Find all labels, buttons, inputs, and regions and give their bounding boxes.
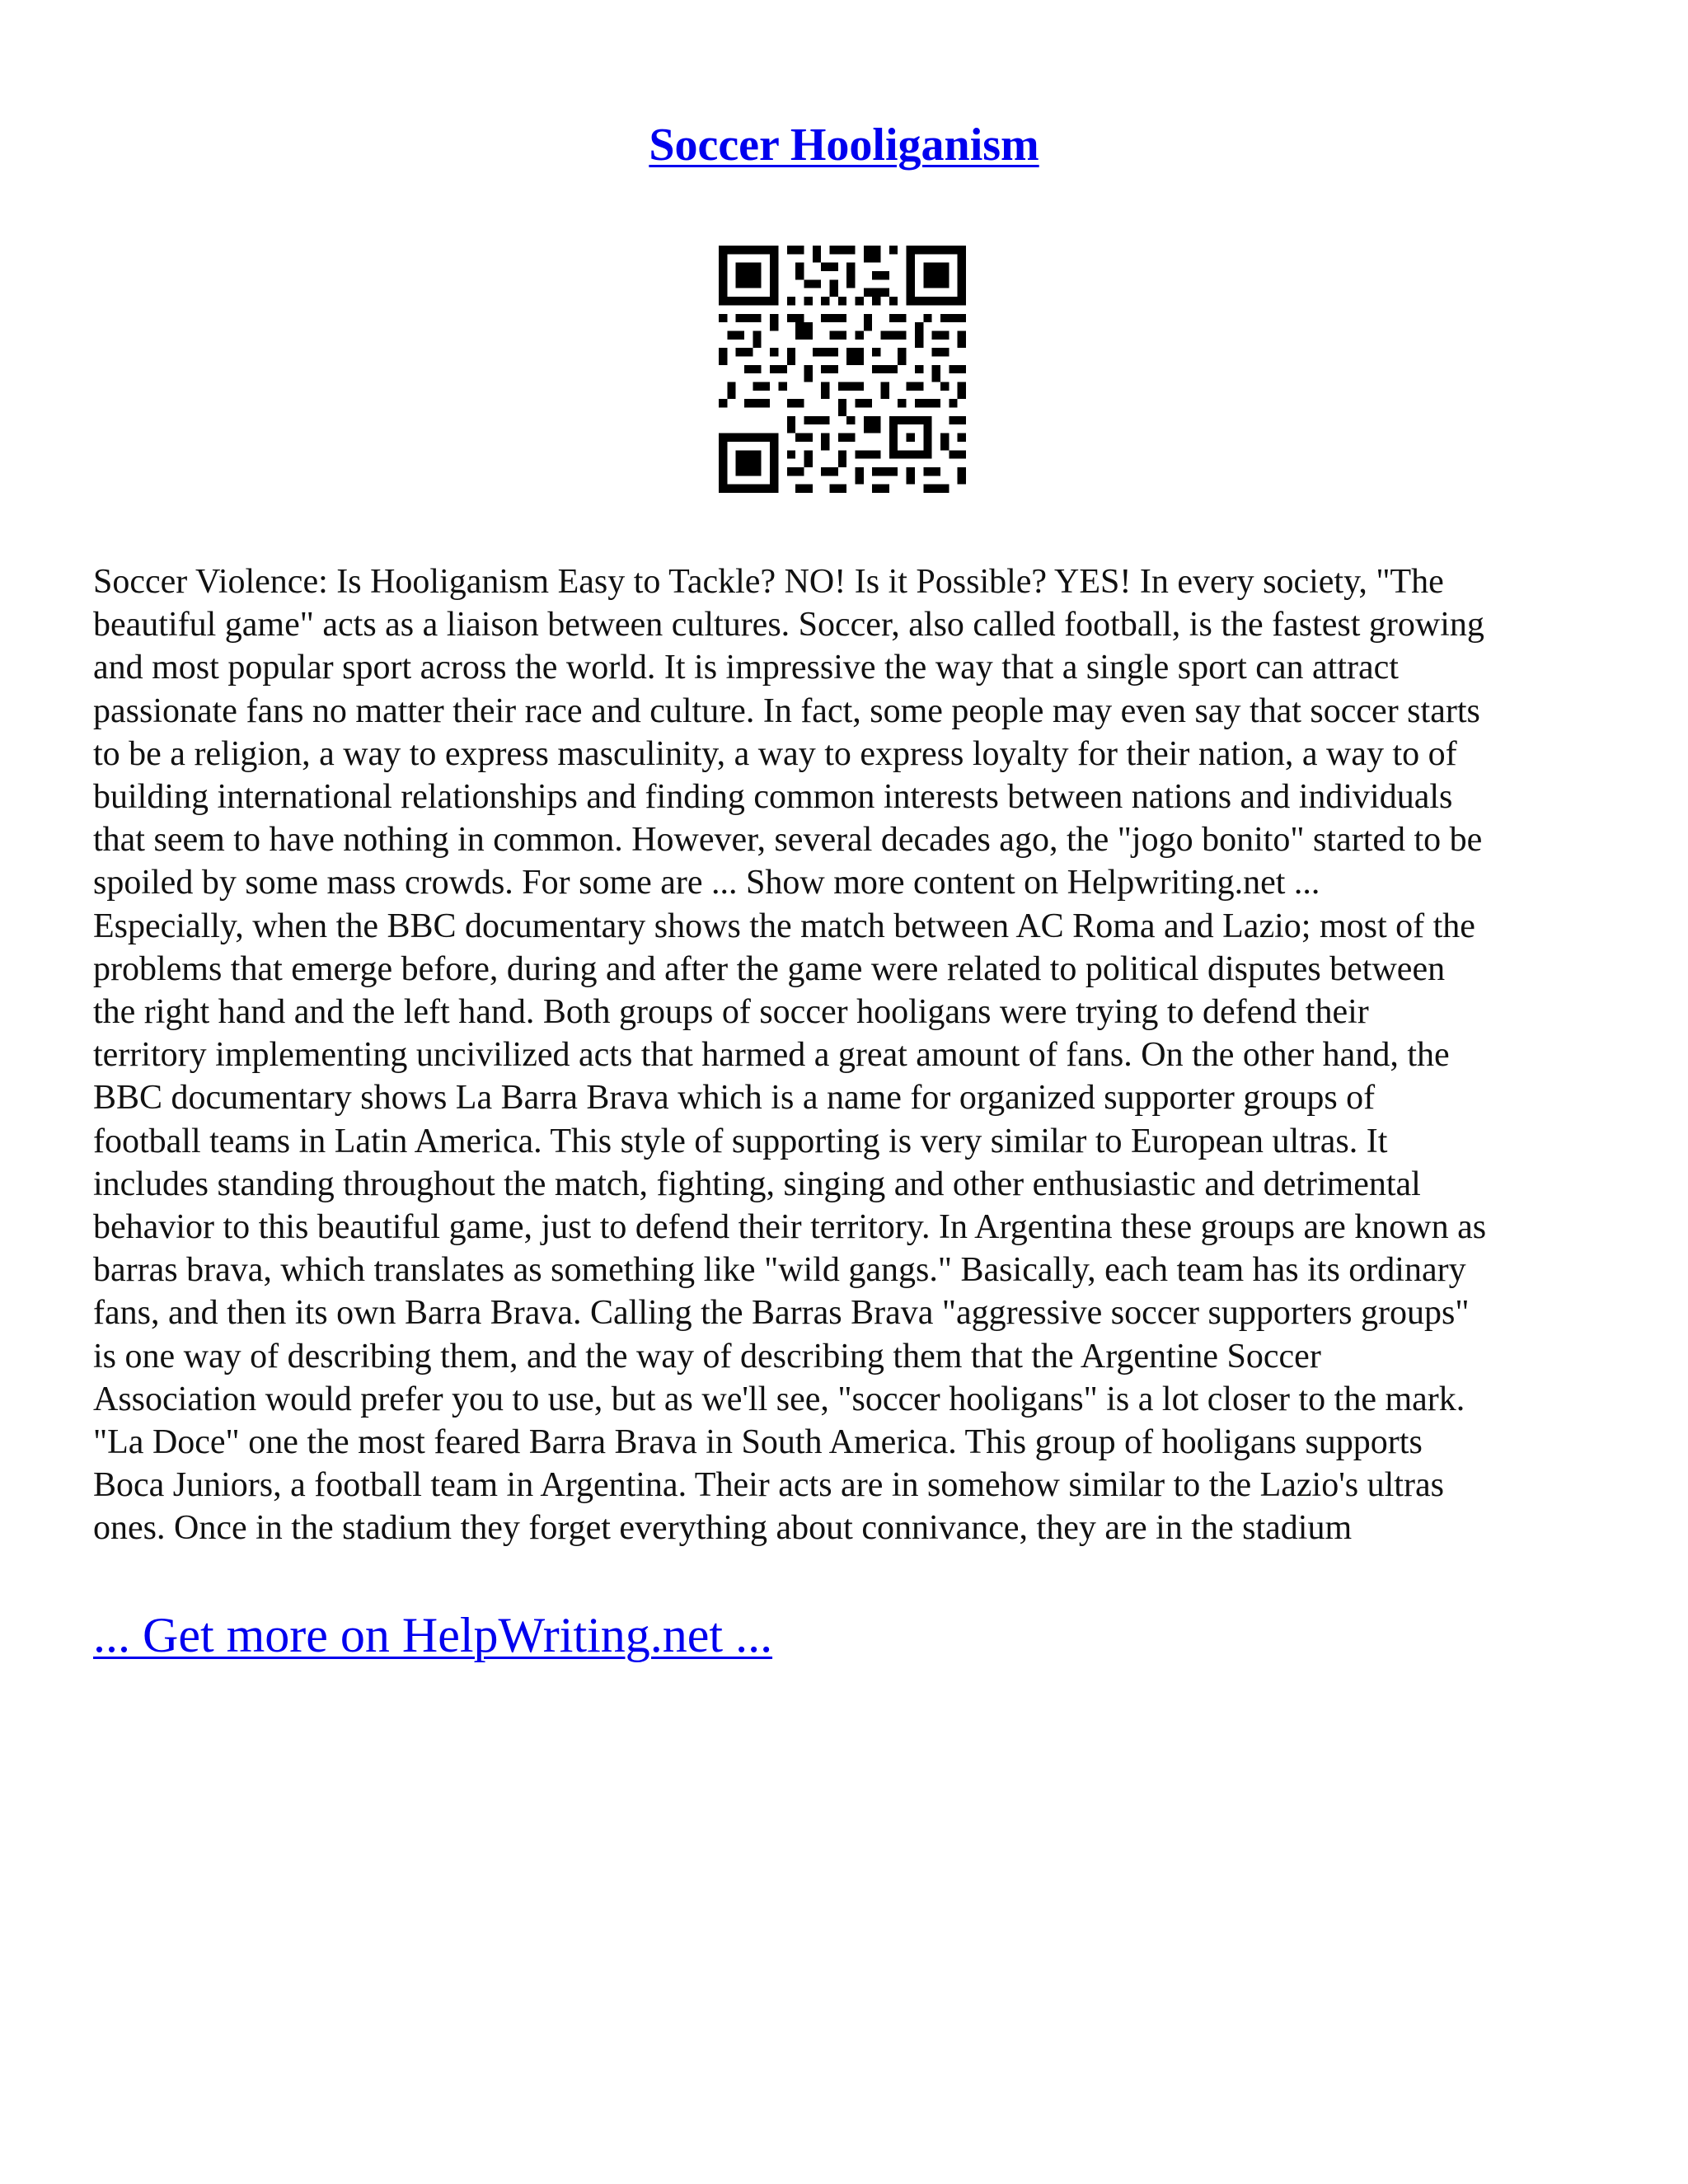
document-title-link[interactable]: Soccer Hooliganism [649, 120, 1039, 171]
more-link-container [93, 1605, 772, 1665]
get-more-link[interactable]: ... Get more on HelpWriting.net ... [93, 1608, 773, 1662]
qr-code-icon [719, 246, 966, 493]
title-container [0, 115, 1688, 175]
document-body-text: Soccer Violence: Is Hooliganism Easy to Tackle? NO! Is it Possible? YES! In every society, "The beautiful game" acts as a liaison between cultures. Soccer, also called football, is the fastest growing and most popular sport across the world. It is impressive the way that a single sport can attract passionate fans no matter their race and culture. In fact, some people may even say that soccer starts to be a religion, a way to express masculinity, a way to express loyalty for their nation, a way to of building international relationships and finding common interests between nations and individuals that seem to have nothing in common. However, several decades ago, the "jogo bonito" started to be spoiled by some mass crowds. For some are ... Show more content on Helpwriting.net ... Especially, when the BBC documentary shows the match between AC Roma and Lazio; most of the problems that emerge before, during and after the game were related to political disputes between the right hand and the left hand. Both groups of soccer hooligans were trying to defend their territory implementing uncivilized acts that harmed a great amount of fans. On the other hand, the BBC documentary shows La Barra Brava which is a name for organized supporter groups of football teams in Latin America. This style of supporting is very similar to European ultras. It includes standing throughout the match, fighting, singing and other enthusiastic and detrimental behavior to this beautiful game, just to defend their territory. In Argentina these groups are known as barras brava, which translates as something like "wild gangs." Basically, each team has its ordinary fans, and then its own Barra Brava. Calling the Barras Brava "aggressive soccer supporters groups" is one way of describing them, and the way of describing them that the Argentine Soccer Association would prefer you to use, but as we'll see, "soccer hooligans" is a lot closer to the mark. "La Doce" one the most feared Barra Brava in South America. This group of hooligans supports Boca Juniors, a football team in Argentina. Their acts are in somehow similar to the Lazio's ultras ones. Once in the stadium they forget everything about connivance, they are in the stadium [93, 563, 1487, 1548]
